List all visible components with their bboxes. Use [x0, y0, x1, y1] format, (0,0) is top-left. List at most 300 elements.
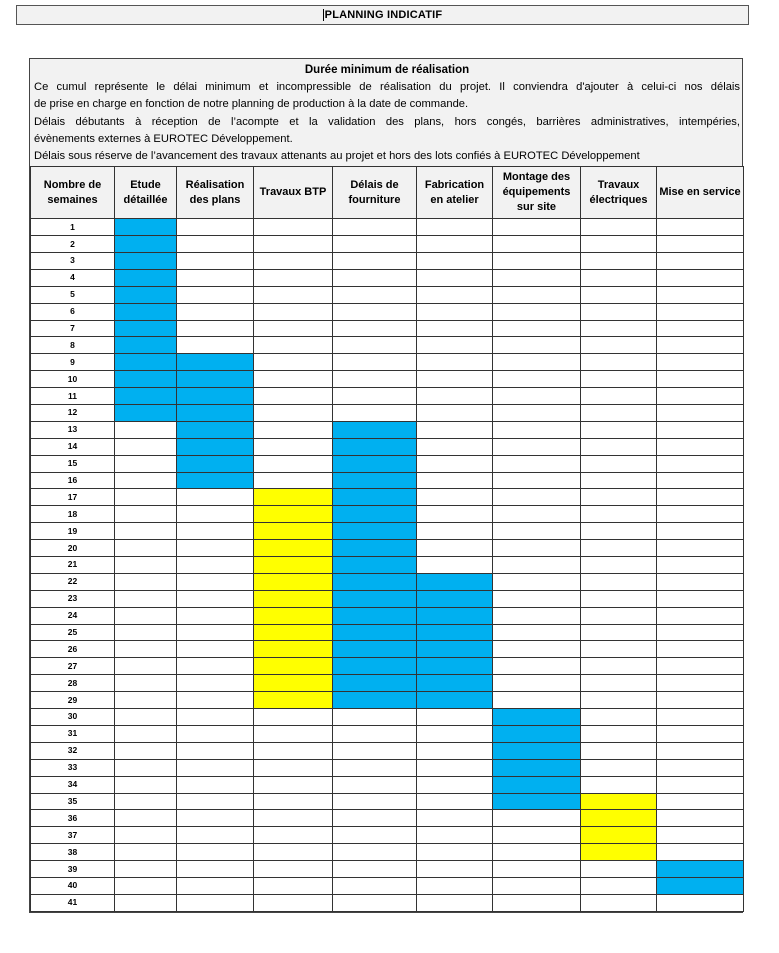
- table-row: [31, 371, 744, 388]
- gantt-cell: [417, 810, 493, 827]
- gantt-cell: [115, 320, 177, 337]
- week-number: 41: [31, 894, 115, 911]
- gantt-cell: [581, 286, 657, 303]
- week-number: 5: [31, 286, 115, 303]
- table-row: [31, 725, 744, 742]
- gantt-cell: [115, 861, 177, 878]
- gantt-cell: [177, 590, 254, 607]
- gantt-cell: [254, 303, 333, 320]
- gantt-cell: [115, 692, 177, 709]
- gantt-cell: [115, 810, 177, 827]
- gantt-cell: [417, 894, 493, 911]
- gantt-cell: [417, 523, 493, 540]
- gantt-cell: [115, 388, 177, 405]
- gantt-cell: [333, 253, 417, 270]
- gantt-cell: [333, 489, 417, 506]
- gantt-cell: [333, 607, 417, 624]
- table-row: [31, 337, 744, 354]
- week-number: 7: [31, 320, 115, 337]
- gantt-cell: [333, 286, 417, 303]
- intro-line: évènements externes à EUROTEC Développement.: [34, 132, 293, 145]
- gantt-cell: [254, 641, 333, 658]
- intro-line: Délais sous réserve de l’avancement des travaux attenants au projet et hors des lots confiés à EUROTEC Développement: [34, 150, 640, 163]
- gantt-cell: [417, 759, 493, 776]
- table-row: [31, 607, 744, 624]
- gantt-cell: [493, 472, 581, 489]
- column-header-fabrication: Fabrication en atelier: [417, 167, 493, 219]
- gantt-cell: [115, 776, 177, 793]
- gantt-cell: [115, 607, 177, 624]
- gantt-cell: [177, 455, 254, 472]
- gantt-cell: [254, 337, 333, 354]
- gantt-cell: [581, 523, 657, 540]
- week-number: 32: [31, 742, 115, 759]
- gantt-cell: [493, 607, 581, 624]
- week-number: 12: [31, 405, 115, 422]
- gantt-cell: [581, 455, 657, 472]
- gantt-cell: [657, 523, 744, 540]
- table-row: [31, 759, 744, 776]
- gantt-cell: [657, 337, 744, 354]
- gantt-cell: [581, 320, 657, 337]
- gantt-cell: [493, 844, 581, 861]
- gantt-cell: [115, 523, 177, 540]
- gantt-cell: [417, 877, 493, 894]
- gantt-cell: [254, 405, 333, 422]
- gantt-cell: [254, 877, 333, 894]
- gantt-cell: [333, 337, 417, 354]
- gantt-cell: [333, 810, 417, 827]
- gantt-cell: [581, 641, 657, 658]
- table-row: [31, 827, 744, 844]
- gantt-cell: [254, 793, 333, 810]
- gantt-cell: [417, 455, 493, 472]
- gantt-cell: [493, 776, 581, 793]
- gantt-cell: [254, 253, 333, 270]
- gantt-cell: [657, 303, 744, 320]
- gantt-cell: [115, 219, 177, 236]
- table-row: [31, 590, 744, 607]
- table-row: [31, 219, 744, 236]
- gantt-cell: [177, 557, 254, 574]
- gantt-cell: [417, 793, 493, 810]
- gantt-cell: [254, 675, 333, 692]
- gantt-cell: [493, 286, 581, 303]
- gantt-cell: [115, 725, 177, 742]
- gantt-cell: [493, 540, 581, 557]
- gantt-cell: [417, 472, 493, 489]
- gantt-cell: [254, 455, 333, 472]
- gantt-cell: [333, 759, 417, 776]
- gantt-cell: [115, 844, 177, 861]
- gantt-cell: [417, 320, 493, 337]
- gantt-cell: [657, 388, 744, 405]
- gantt-cell: [417, 861, 493, 878]
- gantt-cell: [333, 320, 417, 337]
- gantt-cell: [417, 253, 493, 270]
- week-number: 40: [31, 877, 115, 894]
- gantt-cell: [333, 793, 417, 810]
- gantt-cell: [177, 269, 254, 286]
- table-row: [31, 523, 744, 540]
- week-number: 39: [31, 861, 115, 878]
- gantt-cell: [177, 472, 254, 489]
- gantt-cell: [581, 354, 657, 371]
- gantt-cell: [254, 421, 333, 438]
- gantt-cell: [581, 438, 657, 455]
- gantt-cell: [657, 421, 744, 438]
- gantt-cell: [493, 236, 581, 253]
- gantt-cell: [254, 894, 333, 911]
- table-row: [31, 269, 744, 286]
- gantt-cell: [254, 489, 333, 506]
- gantt-cell: [177, 286, 254, 303]
- week-number: 38: [31, 844, 115, 861]
- gantt-cell: [254, 371, 333, 388]
- gantt-cell: [177, 793, 254, 810]
- gantt-cell: [333, 388, 417, 405]
- gantt-cell: [493, 269, 581, 286]
- gantt-cell: [254, 810, 333, 827]
- gantt-cell: [493, 405, 581, 422]
- week-number: 26: [31, 641, 115, 658]
- gantt-cell: [493, 827, 581, 844]
- gantt-cell: [115, 438, 177, 455]
- intro-line: Délais débutants à réception de l’acompte et la validation des plans, hors congés, barrières administratives, intempéries,: [34, 115, 740, 128]
- gantt-cell: [417, 506, 493, 523]
- gantt-cell: [657, 861, 744, 878]
- intro-heading: Durée minimum de réalisation: [304, 64, 470, 76]
- gantt-cell: [254, 725, 333, 742]
- gantt-cell: [657, 759, 744, 776]
- gantt-cell: [417, 405, 493, 422]
- table-row: [31, 810, 744, 827]
- gantt-cell: [254, 286, 333, 303]
- gantt-cell: [581, 861, 657, 878]
- week-number: 2: [31, 236, 115, 253]
- gantt-cell: [493, 658, 581, 675]
- gantt-cell: [115, 894, 177, 911]
- gantt-cell: [581, 793, 657, 810]
- gantt-cell: [657, 236, 744, 253]
- gantt-cell: [657, 472, 744, 489]
- week-number: 37: [31, 827, 115, 844]
- table-row: [31, 472, 744, 489]
- week-number: 25: [31, 624, 115, 641]
- gantt-cell: [254, 861, 333, 878]
- week-number: 29: [31, 692, 115, 709]
- gantt-cell: [333, 506, 417, 523]
- gantt-cell: [657, 269, 744, 286]
- gantt-cell: [115, 303, 177, 320]
- gantt-cell: [254, 709, 333, 726]
- gantt-cell: [657, 557, 744, 574]
- gantt-cell: [254, 354, 333, 371]
- table-row: [31, 489, 744, 506]
- gantt-cell: [177, 523, 254, 540]
- week-number: 18: [31, 506, 115, 523]
- planning-frame: [29, 58, 743, 913]
- gantt-cell: [177, 303, 254, 320]
- table-row: [31, 709, 744, 726]
- gantt-cell: [581, 844, 657, 861]
- gantt-cell: [493, 861, 581, 878]
- gantt-cell: [493, 421, 581, 438]
- gantt-cell: [333, 472, 417, 489]
- gantt-cell: [254, 844, 333, 861]
- gantt-cell: [254, 607, 333, 624]
- gantt-cell: [115, 236, 177, 253]
- gantt-cell: [417, 269, 493, 286]
- gantt-cell: [417, 742, 493, 759]
- gantt-cell: [417, 219, 493, 236]
- gantt-cell: [417, 641, 493, 658]
- week-number: 22: [31, 573, 115, 590]
- gantt-cell: [177, 692, 254, 709]
- document-title: PLANNING INDICATIF: [16, 5, 749, 25]
- gantt-cell: [177, 776, 254, 793]
- gantt-cell: [581, 371, 657, 388]
- column-header-electriques: Travaux électriques: [581, 167, 657, 219]
- gantt-cell: [417, 624, 493, 641]
- gantt-cell: [581, 590, 657, 607]
- gantt-cell: [417, 590, 493, 607]
- gantt-cell: [115, 421, 177, 438]
- gantt-cell: [657, 590, 744, 607]
- gantt-cell: [493, 455, 581, 472]
- gantt-cell: [254, 557, 333, 574]
- gantt-cell: [493, 354, 581, 371]
- table-row: [31, 438, 744, 455]
- column-header-plans: Réalisation des plans: [177, 167, 254, 219]
- gantt-cell: [657, 573, 744, 590]
- gantt-cell: [333, 894, 417, 911]
- gantt-cell: [177, 742, 254, 759]
- gantt-cell: [333, 590, 417, 607]
- gantt-cell: [657, 725, 744, 742]
- gantt-cell: [254, 523, 333, 540]
- gantt-cell: [581, 877, 657, 894]
- gantt-cell: [177, 388, 254, 405]
- gantt-cell: [333, 844, 417, 861]
- week-number: 6: [31, 303, 115, 320]
- gantt-cell: [115, 759, 177, 776]
- gantt-cell: [581, 607, 657, 624]
- gantt-cell: [657, 877, 744, 894]
- gantt-cell: [493, 303, 581, 320]
- gantt-cell: [493, 573, 581, 590]
- gantt-cell: [493, 253, 581, 270]
- gantt-cell: [493, 793, 581, 810]
- gantt-cell: [333, 557, 417, 574]
- gantt-cell: [493, 506, 581, 523]
- gantt-cell: [493, 489, 581, 506]
- gantt-cell: [493, 438, 581, 455]
- table-row: [31, 861, 744, 878]
- table-row: [31, 675, 744, 692]
- gantt-cell: [333, 236, 417, 253]
- gantt-cell: [493, 624, 581, 641]
- gantt-cell: [657, 776, 744, 793]
- table-row: [31, 776, 744, 793]
- gantt-cell: [177, 877, 254, 894]
- gantt-cell: [657, 844, 744, 861]
- gantt-cell: [657, 371, 744, 388]
- gantt-cell: [333, 742, 417, 759]
- gantt-cell: [493, 590, 581, 607]
- gantt-cell: [254, 438, 333, 455]
- gantt-cell: [417, 725, 493, 742]
- gantt-cell: [417, 776, 493, 793]
- gantt-cell: [493, 742, 581, 759]
- column-header-fourniture: Délais de fourniture: [333, 167, 417, 219]
- gantt-cell: [115, 877, 177, 894]
- gantt-cell: [417, 236, 493, 253]
- gantt-cell: [333, 624, 417, 641]
- gantt-cell: [657, 607, 744, 624]
- week-number: 16: [31, 472, 115, 489]
- gantt-cell: [177, 438, 254, 455]
- gantt-cell: [493, 337, 581, 354]
- gantt-cell: [657, 286, 744, 303]
- gantt-cell: [493, 877, 581, 894]
- gantt-cell: [657, 540, 744, 557]
- table-row: [31, 573, 744, 590]
- gantt-cell: [177, 709, 254, 726]
- gantt-cell: [115, 253, 177, 270]
- gantt-cell: [115, 455, 177, 472]
- gantt-cell: [657, 827, 744, 844]
- gantt-cell: [177, 540, 254, 557]
- gantt-cell: [657, 658, 744, 675]
- gantt-cell: [657, 253, 744, 270]
- gantt-cell: [581, 303, 657, 320]
- gantt-cell: [581, 624, 657, 641]
- gantt-cell: [254, 776, 333, 793]
- gantt-cell: [581, 405, 657, 422]
- gantt-cell: [581, 810, 657, 827]
- gantt-cell: [493, 320, 581, 337]
- gantt-cell: [417, 557, 493, 574]
- gantt-cell: [333, 438, 417, 455]
- gantt-cell: [493, 388, 581, 405]
- column-header-weeks: Nombre de semaines: [31, 167, 115, 219]
- week-number: 8: [31, 337, 115, 354]
- gantt-cell: [581, 725, 657, 742]
- gantt-cell: [254, 388, 333, 405]
- table-row: [31, 236, 744, 253]
- table-row: [31, 388, 744, 405]
- gantt-cell: [254, 540, 333, 557]
- gantt-cell: [254, 219, 333, 236]
- gantt-cell: [254, 472, 333, 489]
- gantt-cell: [417, 658, 493, 675]
- week-number: 33: [31, 759, 115, 776]
- gantt-cell: [115, 709, 177, 726]
- gantt-cell: [333, 455, 417, 472]
- gantt-cell: [657, 438, 744, 455]
- gantt-cell: [581, 269, 657, 286]
- gantt-cell: [493, 894, 581, 911]
- gantt-cell: [254, 269, 333, 286]
- gantt-cell: [115, 405, 177, 422]
- week-number: 28: [31, 675, 115, 692]
- table-header-row: [31, 167, 744, 219]
- table-row: [31, 877, 744, 894]
- gantt-cell: [493, 641, 581, 658]
- gantt-cell: [115, 269, 177, 286]
- table-row: [31, 793, 744, 810]
- gantt-cell: [417, 489, 493, 506]
- gantt-cell: [417, 827, 493, 844]
- week-number: 11: [31, 388, 115, 405]
- table-row: [31, 354, 744, 371]
- table-row: [31, 557, 744, 574]
- planning-table: [30, 166, 744, 912]
- gantt-cell: [333, 303, 417, 320]
- gantt-cell: [254, 573, 333, 590]
- gantt-cell: [417, 573, 493, 590]
- gantt-cell: [115, 489, 177, 506]
- gantt-cell: [177, 337, 254, 354]
- gantt-cell: [333, 861, 417, 878]
- table-row: [31, 405, 744, 422]
- gantt-cell: [581, 827, 657, 844]
- gantt-cell: [177, 236, 254, 253]
- table-row: [31, 455, 744, 472]
- gantt-cell: [115, 793, 177, 810]
- gantt-cell: [581, 759, 657, 776]
- table-row: [31, 506, 744, 523]
- week-number: 9: [31, 354, 115, 371]
- gantt-cell: [333, 675, 417, 692]
- table-row: [31, 894, 744, 911]
- gantt-cell: [581, 573, 657, 590]
- column-header-btp: Travaux BTP: [254, 167, 333, 219]
- gantt-cell: [115, 354, 177, 371]
- gantt-cell: [254, 759, 333, 776]
- gantt-cell: [177, 658, 254, 675]
- table-row: [31, 641, 744, 658]
- gantt-cell: [115, 827, 177, 844]
- gantt-cell: [417, 844, 493, 861]
- gantt-cell: [115, 624, 177, 641]
- gantt-cell: [493, 371, 581, 388]
- gantt-cell: [657, 624, 744, 641]
- gantt-cell: [254, 658, 333, 675]
- table-body: [31, 219, 744, 912]
- gantt-cell: [581, 675, 657, 692]
- gantt-cell: [657, 354, 744, 371]
- gantt-cell: [493, 810, 581, 827]
- gantt-cell: [177, 861, 254, 878]
- gantt-cell: [493, 692, 581, 709]
- gantt-cell: [254, 624, 333, 641]
- gantt-cell: [657, 219, 744, 236]
- gantt-cell: [581, 557, 657, 574]
- gantt-cell: [254, 827, 333, 844]
- gantt-cell: [177, 573, 254, 590]
- week-number: 4: [31, 269, 115, 286]
- gantt-cell: [333, 269, 417, 286]
- gantt-cell: [177, 810, 254, 827]
- gantt-cell: [177, 253, 254, 270]
- week-number: 21: [31, 557, 115, 574]
- gantt-cell: [417, 303, 493, 320]
- gantt-cell: [177, 624, 254, 641]
- gantt-cell: [177, 827, 254, 844]
- gantt-cell: [177, 725, 254, 742]
